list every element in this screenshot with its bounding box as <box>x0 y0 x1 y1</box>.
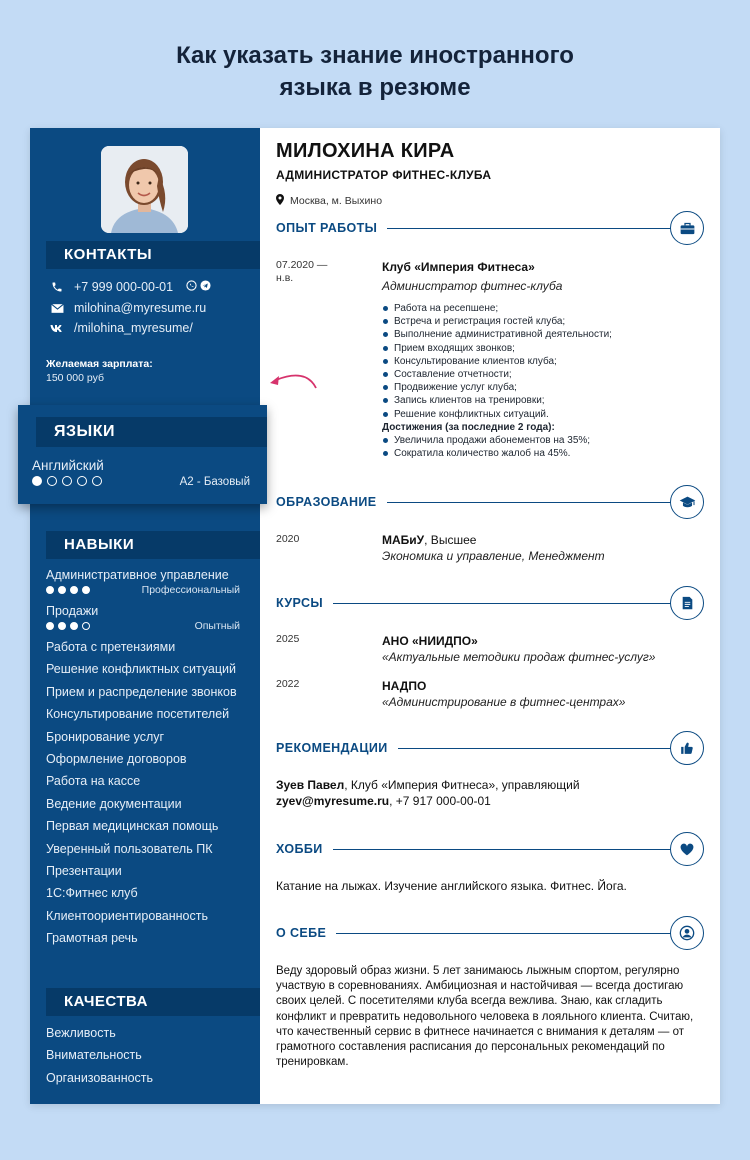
skill-level-dot <box>46 622 54 630</box>
whatsapp-icon[interactable] <box>186 280 197 294</box>
language-level-dot <box>77 476 87 486</box>
quality-item: Вежливость <box>46 1026 116 1040</box>
education-degree: , Высшее <box>424 533 477 547</box>
section-hobbies <box>276 832 704 866</box>
envelope-icon <box>50 301 64 315</box>
experience-title: ОПЫТ РАБОТЫ <box>276 221 387 235</box>
skill-item: Презентации <box>46 864 122 878</box>
skill-level-dot <box>70 586 78 594</box>
rated-skill-level: Профессиональный <box>141 584 240 596</box>
language-level-dot <box>32 476 42 486</box>
vk-icon <box>50 321 64 335</box>
skill-level-dot <box>82 586 90 594</box>
hobbies-text: Катание на лыжах. Изучение английского языка. Фитнес. Йога. <box>276 879 627 893</box>
skill-level-dot <box>70 622 78 630</box>
section-experience <box>276 211 704 245</box>
location-text: Москва, м. Выхино <box>290 195 383 207</box>
candidate-name: МИЛОХИНА КИРА <box>276 140 455 162</box>
headline-line-1: Как указать знание иностранного <box>176 42 574 69</box>
achievement-item: Увеличила продажи абонементов на 35%; <box>382 434 612 447</box>
rated-skill-dots <box>46 586 90 594</box>
language-level-dot <box>92 476 102 486</box>
experience-company: Клуб «Империя Фитнеса» <box>382 260 535 274</box>
course-name: «Актуальные методики продаж фитнес-услуг» <box>382 650 656 664</box>
headline-line-2: языка в резюме <box>279 74 471 101</box>
experience-date-from: 07.2020 — <box>276 259 328 271</box>
skill-item: Работа на кассе <box>46 774 141 789</box>
skill-item: Первая медицинская помощь <box>46 819 219 834</box>
document-icon <box>670 586 704 620</box>
skill-item: Ведение документации <box>46 796 182 811</box>
section-education <box>276 485 704 519</box>
recommendations-title: РЕКОМЕНДАЦИИ <box>276 741 398 755</box>
courses-title: КУРСЫ <box>276 596 333 610</box>
page-headline <box>0 40 750 104</box>
location-pin-icon <box>276 194 284 208</box>
phone-text: +7 999 000-00-01 <box>74 280 174 294</box>
education-institution-name: МАБиУ <box>382 533 425 547</box>
education-title: ОБРАЗОВАНИЕ <box>276 495 387 509</box>
skill-item: Грамотная речь <box>46 931 138 946</box>
hobbies-title: ХОББИ <box>276 842 333 856</box>
briefcase-icon <box>670 211 704 245</box>
skill-item: 1С:Фитнес клуб <box>46 886 138 901</box>
about-text: Веду здоровый образ жизни. 5 лет занимаюсь лыжным спортом, регулярно участвую в соревнованиях. Амбициозная и настойчивая — всегда достигаю своих целей. С посетителями клуба всегда вежлива. Знаю, как сгладить конфликт и превратить недовольного человека в лояльного клиента. Считаю, что качественный сервис в фитнесе начинается с внимания к деталям — от грамотного составления расписания до персональных рекомендаций по тренировкам. <box>276 965 694 1069</box>
resume-main <box>276 128 720 1104</box>
resume-sidebar <box>30 128 260 1104</box>
education-speciality: Экономика и управление, Менеджмент <box>382 549 605 563</box>
contact-email[interactable] <box>50 301 206 315</box>
course-name: «Администрирование в фитнес-центрах» <box>382 695 626 709</box>
education-institution <box>382 533 476 547</box>
contacts-heading: КОНТАКТЫ <box>46 241 260 269</box>
duty-item: Работа на ресепшене; <box>382 302 612 315</box>
section-about <box>276 916 704 950</box>
skill-item: Прием и распределение звонков <box>46 684 237 699</box>
duty-item: Продвижение услуг клуба; <box>382 381 612 394</box>
skill-item: Бронирование услуг <box>46 729 165 744</box>
duty-item: Встреча и регистрация гостей клуба; <box>382 315 612 328</box>
experience-duties-list <box>382 302 612 460</box>
phone-icon <box>50 280 64 294</box>
experience-role: Администратор фитнес-клуба <box>382 279 563 293</box>
qualities-heading: КАЧЕСТВА <box>46 988 260 1016</box>
rated-skill-name: Административное управление <box>46 568 229 582</box>
experience-date-to: н.в. <box>276 272 294 284</box>
language-level: A2 - Базовый <box>179 476 250 488</box>
skill-item: Оформление договоров <box>46 752 187 766</box>
course-org: АНО «НИИДПО» <box>382 634 478 648</box>
resume-sheet <box>30 128 720 1104</box>
vk-text: /milohina_myresume/ <box>74 321 193 335</box>
languages-card <box>18 405 267 504</box>
heart-icon <box>670 832 704 866</box>
duty-item: Составление отчетности; <box>382 368 612 381</box>
user-icon <box>670 916 704 950</box>
email-text: milohina@myresume.ru <box>74 301 207 315</box>
achievements-heading: Достижения (за последние 2 года): <box>382 421 555 433</box>
pointer-arrow-icon <box>266 368 320 396</box>
skill-level-dot <box>46 586 54 594</box>
duty-item: Решение конфликтных ситуаций. <box>382 408 612 421</box>
skill-item: Клиентоориентированность <box>46 908 208 923</box>
duty-item: Выполнение административной деятельности; <box>382 328 612 341</box>
duty-item: Прием входящих звонков; <box>382 342 612 355</box>
languages-heading: ЯЗЫКИ <box>36 417 267 447</box>
quality-item: Организованность <box>46 1070 154 1085</box>
skill-item: Консультирование посетителей <box>46 707 230 722</box>
duty-item: Консультирование клиентов клуба; <box>382 355 612 368</box>
course-year: 2022 <box>276 678 300 690</box>
rated-skill-dots <box>46 622 90 630</box>
contact-vk[interactable] <box>50 321 193 335</box>
salary-value: 150 000 руб <box>46 372 104 384</box>
duty-item: Запись клиентов на тренировки; <box>382 394 612 407</box>
about-title: О СЕБЕ <box>276 926 336 940</box>
course-org: НАДПО <box>382 679 427 693</box>
language-level-dots <box>32 476 102 486</box>
rated-skill-level: Опытный <box>194 620 240 632</box>
skill-level-dot <box>82 622 90 630</box>
graduation-cap-icon <box>670 485 704 519</box>
skill-level-dot <box>58 622 66 630</box>
course-year: 2025 <box>276 633 300 645</box>
profile-photo <box>101 146 188 233</box>
education-year: 2020 <box>276 533 300 545</box>
thumbs-up-icon <box>670 731 704 765</box>
contact-phone[interactable] <box>50 280 211 294</box>
telegram-icon[interactable] <box>200 280 211 294</box>
language-level-dot <box>62 476 72 486</box>
recommender-details: , Клуб «Империя Фитнеса», управляющий <box>344 778 580 792</box>
language-name: Английский <box>32 458 104 473</box>
salary-label: Желаемая зарплата: <box>46 358 153 370</box>
recommender-phone: , +7 917 000-00-01 <box>389 794 491 808</box>
skill-level-dot <box>58 586 66 594</box>
skill-item: Уверенный пользователь ПК <box>46 841 213 856</box>
achievement-item: Сократила количество жалоб на 45%. <box>382 447 612 460</box>
skill-item: Решение конфликтных ситуаций <box>46 662 237 677</box>
quality-item: Внимательность <box>46 1048 142 1063</box>
skill-item: Работа с претензиями <box>46 640 176 654</box>
language-level-dot <box>47 476 57 486</box>
recommender-email[interactable]: zyev@myresume.ru <box>276 794 390 808</box>
section-recommendations <box>276 731 704 765</box>
recommender-name: Зуев Павел <box>276 778 345 792</box>
candidate-position: АДМИНИСТРАТОР ФИТНЕС-КЛУБА <box>276 168 492 182</box>
recommendation-entry <box>276 777 580 809</box>
section-courses <box>276 586 704 620</box>
candidate-location <box>276 194 382 208</box>
rated-skill-name: Продажи <box>46 604 99 618</box>
skills-heading: НАВЫКИ <box>46 531 260 559</box>
